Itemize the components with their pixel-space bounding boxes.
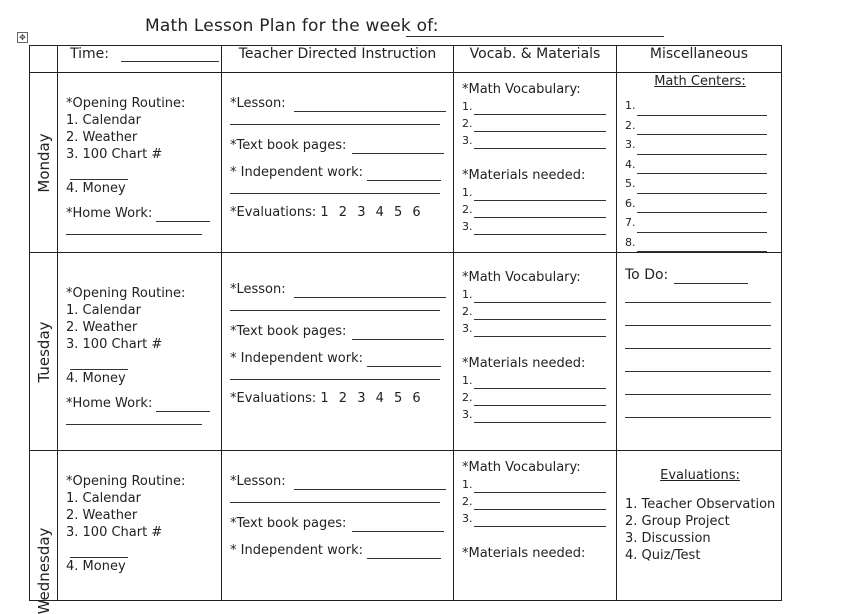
homework-line	[66, 234, 202, 235]
center-number: 3.	[625, 138, 636, 151]
chart-item: 3. 100 Chart #	[66, 337, 163, 352]
vocab-number: 3.	[462, 512, 473, 525]
vocab-blank	[474, 497, 606, 510]
evaluation-scale: 1 2 3 4 5 6	[320, 205, 421, 220]
todo-line	[625, 417, 771, 418]
homework-line	[66, 424, 202, 425]
center-number: 1.	[625, 99, 636, 112]
evaluation-item: 4. Quiz/Test	[625, 548, 701, 563]
vocab-cell	[454, 451, 617, 601]
weather-item: 2. Weather	[66, 508, 138, 523]
textbook-label: *Text book pages:	[230, 324, 347, 339]
independent-line	[230, 193, 440, 194]
center-blank	[637, 142, 767, 155]
lesson-line	[230, 310, 440, 311]
corner-cell	[30, 46, 58, 73]
money-item: 4. Money	[66, 371, 126, 386]
materials-number: 3.	[462, 220, 473, 233]
page-title: Math Lesson Plan for the week of:	[145, 16, 439, 36]
chart-item: 3. 100 Chart #	[66, 525, 163, 540]
vocab-cell	[454, 253, 617, 451]
todo-line	[625, 348, 771, 349]
vocab-cell	[454, 73, 617, 253]
todo-label: To Do:	[625, 267, 669, 283]
money-item: 4. Money	[66, 181, 126, 196]
vocab-blank	[474, 136, 606, 149]
math-vocab-label: *Math Vocabulary:	[462, 270, 581, 285]
todo-line	[625, 302, 771, 303]
textbook-blank	[352, 327, 444, 340]
weather-item: 2. Weather	[66, 130, 138, 145]
todo-line	[625, 371, 771, 372]
homework-label: *Home Work:	[66, 396, 153, 411]
center-blank	[637, 181, 767, 194]
vocab-blank	[474, 290, 606, 303]
independent-label: * Independent work:	[230, 165, 364, 180]
chart-blank	[70, 167, 128, 180]
time-header	[58, 46, 222, 73]
independent-line	[230, 379, 440, 380]
day-label: Tuesday	[34, 320, 53, 383]
chart-blank	[70, 357, 128, 370]
center-blank	[637, 200, 767, 213]
vocab-blank	[474, 102, 606, 115]
center-number: 7.	[625, 216, 636, 229]
opening-routine-label: *Opening Routine:	[66, 286, 186, 301]
evaluation-item: 2. Group Project	[625, 514, 730, 529]
independent-blank	[367, 546, 441, 559]
materials-number: 2.	[462, 391, 473, 404]
chart-item: 3. 100 Chart #	[66, 147, 163, 162]
chart-blank	[70, 545, 128, 558]
lesson-blank	[294, 477, 446, 490]
math-vocab-label: *Math Vocabulary:	[462, 460, 581, 475]
misc-header: Miscellaneous	[617, 46, 782, 73]
calendar-item: 1. Calendar	[66, 303, 141, 318]
vocab-number: 2.	[462, 117, 473, 130]
opening-routine-label: *Opening Routine:	[66, 474, 186, 489]
money-item: 4. Money	[66, 559, 126, 574]
routine-cell	[58, 253, 222, 451]
vocab-number: 1.	[462, 478, 473, 491]
vocab-header: Vocab. & Materials	[454, 46, 617, 73]
textbook-label: *Text book pages:	[230, 138, 347, 153]
instruction-cell	[222, 253, 454, 451]
lesson-label: *Lesson:	[230, 96, 286, 111]
homework-blank	[156, 399, 210, 412]
materials-number: 3.	[462, 408, 473, 421]
materials-number: 2.	[462, 203, 473, 216]
todo-line	[625, 394, 771, 395]
misc-cell	[617, 73, 782, 253]
misc-cell	[617, 451, 782, 601]
homework-label: *Home Work:	[66, 206, 153, 221]
center-blank	[637, 122, 767, 135]
math-vocab-label: *Math Vocabulary:	[462, 82, 581, 97]
evaluation-item: 1. Teacher Observation	[625, 497, 776, 512]
table-move-handle-icon[interactable]: ✥	[17, 32, 28, 43]
evaluations-label: *Evaluations:	[230, 205, 317, 220]
tuesday-day-cell	[30, 253, 58, 451]
monday-row	[30, 73, 782, 253]
teacher-header: Teacher Directed Instruction	[222, 46, 454, 73]
wednesday-day-cell	[30, 451, 58, 614]
vocab-blank	[474, 324, 606, 337]
todo-blank	[674, 271, 748, 284]
monday-day-cell	[30, 73, 58, 253]
materials-blank	[474, 393, 606, 406]
time-blank	[121, 49, 219, 62]
lesson-label: *Lesson:	[230, 282, 286, 297]
center-blank	[637, 161, 767, 174]
calendar-item: 1. Calendar	[66, 491, 141, 506]
wednesday-row	[30, 451, 782, 601]
evaluations-title: Evaluations:	[660, 468, 740, 483]
instruction-cell	[222, 451, 454, 601]
vocab-number: 1.	[462, 100, 473, 113]
independent-label: * Independent work:	[230, 351, 364, 366]
vocab-number: 3.	[462, 322, 473, 335]
day-label: Wednesday	[34, 527, 53, 614]
center-number: 6.	[625, 196, 636, 210]
day-label: Monday	[34, 132, 53, 193]
vocab-blank	[474, 307, 606, 320]
center-blank	[637, 239, 767, 252]
center-number: 8.	[625, 235, 636, 249]
routine-cell	[58, 451, 222, 601]
materials-label: *Materials needed:	[462, 168, 586, 183]
lesson-blank	[294, 99, 446, 112]
materials-blank	[474, 205, 606, 218]
vocab-blank	[474, 119, 606, 132]
center-blank	[637, 220, 767, 233]
week-of-blank	[406, 36, 664, 37]
materials-blank	[474, 188, 606, 201]
instruction-cell	[222, 73, 454, 253]
lesson-blank	[294, 285, 446, 298]
vocab-blank	[474, 480, 606, 493]
lesson-plan-table	[29, 45, 782, 614]
textbook-blank	[352, 519, 444, 532]
center-number: 4.	[625, 157, 636, 171]
materials-blank	[474, 222, 606, 235]
math-centers-title: Math Centers:	[654, 74, 746, 89]
vocab-blank	[474, 514, 606, 527]
evaluation-item: 3. Discussion	[625, 531, 711, 546]
opening-routine-label: *Opening Routine:	[66, 96, 186, 111]
misc-cell	[617, 253, 782, 451]
evaluation-scale: 1 2 3 4 5 6	[320, 391, 421, 406]
center-number: 2.	[625, 118, 636, 132]
independent-blank	[367, 354, 441, 367]
weather-item: 2. Weather	[66, 320, 138, 335]
materials-label: *Materials needed:	[462, 356, 586, 371]
independent-blank	[367, 168, 441, 181]
vocab-number: 3.	[462, 134, 473, 147]
lesson-line	[230, 124, 440, 125]
homework-blank	[156, 209, 210, 222]
center-blank	[637, 103, 767, 116]
materials-number: 1.	[462, 374, 473, 387]
calendar-item: 1. Calendar	[66, 113, 141, 128]
materials-number: 1.	[462, 186, 473, 199]
textbook-label: *Text book pages:	[230, 516, 347, 531]
evaluations-label: *Evaluations:	[230, 391, 317, 406]
todo-line	[625, 325, 771, 326]
textbook-blank	[352, 141, 444, 154]
lesson-line	[230, 502, 440, 503]
routine-cell	[58, 73, 222, 253]
materials-blank	[474, 410, 606, 423]
center-number: 5.	[625, 177, 636, 190]
materials-label: *Materials needed:	[462, 546, 586, 561]
vocab-number: 2.	[462, 495, 473, 508]
lesson-label: *Lesson:	[230, 474, 286, 489]
vocab-number: 1.	[462, 288, 473, 301]
tuesday-row	[30, 253, 782, 451]
independent-label: * Independent work:	[230, 543, 364, 558]
header-row	[30, 46, 782, 73]
time-header-label: Time:	[70, 46, 109, 62]
vocab-number: 2.	[462, 305, 473, 318]
materials-blank	[474, 376, 606, 389]
